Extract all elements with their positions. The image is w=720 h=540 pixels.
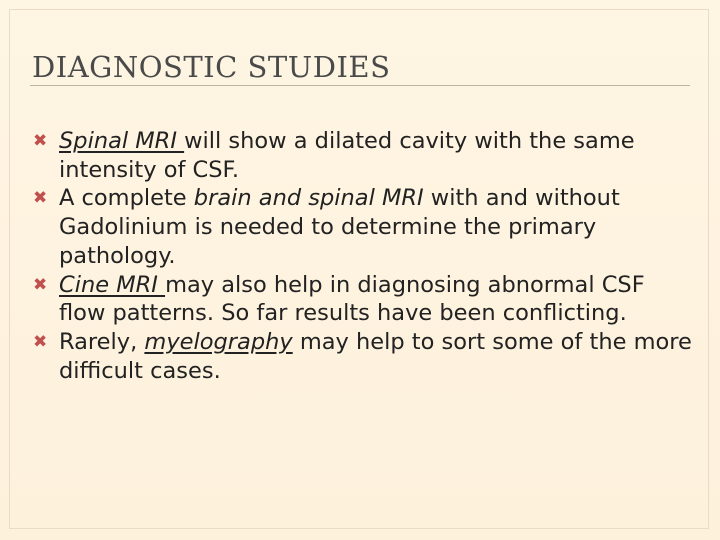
spinal-mri-term: Spinal MRI	[59, 128, 185, 154]
list-item	[33, 184, 693, 270]
bullet-text: A complete	[59, 185, 194, 212]
x-bullet-icon: ✖	[33, 131, 48, 151]
bullet-text: will show a dilated cavity with the same intensity of CSF.	[59, 128, 635, 183]
title-divider	[30, 85, 690, 86]
bullet-list	[33, 127, 693, 385]
myelography-term: myelography	[144, 328, 293, 355]
slide-title: DIAGNOSTIC STUDIES	[32, 50, 391, 84]
list-item	[33, 328, 693, 385]
cine-mri-term: Cine MRI	[59, 271, 166, 298]
x-bullet-icon: ✖	[33, 274, 48, 295]
x-bullet-icon: ✖	[33, 188, 48, 209]
bullet-text: may also help in diagnosing abnormal CSF flow patterns. So far results have been conflicting.	[59, 271, 645, 327]
x-bullet-icon: ✖	[33, 331, 48, 352]
list-item	[33, 127, 693, 184]
bullet-text: may help to sort some of the more difficult cases.	[59, 328, 692, 384]
list-item	[33, 271, 693, 328]
brain-spinal-mri-term: brain and spinal MRI	[193, 185, 424, 212]
bullet-text: Rarely,	[59, 328, 145, 355]
bullet-text: with and without Gadolinium is needed to determine the primary pathology.	[59, 185, 620, 269]
